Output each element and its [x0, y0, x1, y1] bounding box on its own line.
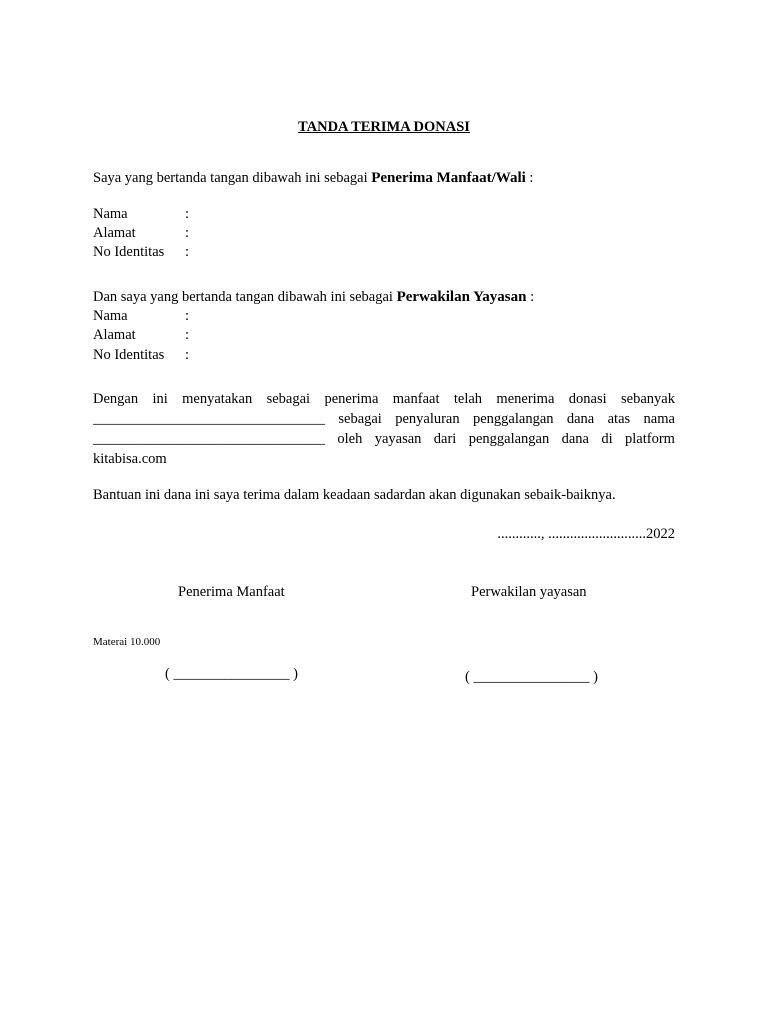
field2-no-identitas: [93, 346, 293, 366]
statement-word: penggalangan: [468, 431, 550, 447]
field-colon: :: [185, 308, 190, 324]
field-label: Nama: [93, 308, 128, 324]
statement-word: penggalangan: [472, 411, 554, 427]
field2-nama: [93, 307, 293, 327]
statement-word: sebanyak: [621, 391, 675, 407]
statement-word: ________________________________: [93, 431, 325, 447]
statement-line-3: [93, 429, 675, 449]
field-colon: :: [185, 244, 190, 260]
statement-line-1: [93, 389, 675, 409]
section2-suffix: :: [526, 289, 535, 305]
statement-word: platform: [625, 431, 675, 447]
document-title: TANDA TERIMA DONASI: [298, 119, 470, 135]
statement-paragraph: [93, 389, 675, 469]
statement-word: sebagai: [266, 391, 311, 407]
statement-word: oleh: [337, 431, 363, 447]
field-label: Nama: [93, 206, 128, 222]
section2-intro: [93, 288, 534, 308]
field1-nama: [93, 205, 293, 225]
statement-word: dana: [561, 431, 589, 447]
statement-line-2: [93, 409, 675, 429]
field-label: No Identitas: [93, 244, 165, 260]
signature-label-perwakilan: Perwakilan yayasan: [471, 584, 587, 600]
section2-intro-text: Dan saya yang bertanda tangan dibawah ini sebagai: [93, 289, 397, 305]
signature-label-penerima: Penerima Manfaat: [178, 584, 285, 600]
field1-no-identitas: [93, 243, 293, 263]
section1-role: Penerima Manfaat/Wali: [371, 170, 526, 186]
field1-alamat: [93, 224, 293, 244]
materai-note: Materai 10.000: [93, 636, 161, 648]
statement-word: menerima: [496, 391, 555, 407]
statement-word: penerima: [324, 391, 379, 407]
field-colon: :: [185, 206, 190, 222]
field-label: Alamat: [93, 225, 136, 241]
statement-word: sebagai: [338, 411, 382, 427]
field-label: No Identitas: [93, 347, 165, 363]
statement-word: dari: [433, 431, 457, 447]
field-colon: :: [185, 225, 190, 241]
statement-word: dana: [566, 411, 595, 427]
statement-word: ________________________________: [93, 411, 325, 427]
statement-word: telah: [453, 391, 483, 407]
statement-word: yayasan: [374, 431, 422, 447]
statement-word: manfaat: [392, 391, 440, 407]
statement-word: penyaluran: [395, 411, 460, 427]
statement-word: ini: [152, 391, 168, 407]
signature-line-perwakilan: ( ________________ ): [465, 669, 598, 685]
statement-word: menyatakan: [182, 391, 253, 407]
field-label: Alamat: [93, 327, 136, 343]
closing-sentence: Bantuan ini dana ini saya terima dalam keadaan sadardan akan digunakan sebaik-baiknya.: [93, 487, 616, 503]
section1-intro-text: Saya yang bertanda tangan dibawah ini sebagai: [93, 170, 372, 186]
statement-line-4: kitabisa.com: [93, 451, 167, 467]
statement-word: Dengan: [93, 391, 139, 407]
section1-intro: [93, 169, 533, 189]
section2-role: Perwakilan Yayasan: [396, 289, 527, 305]
statement-word: donasi: [568, 391, 607, 407]
field-colon: :: [185, 327, 190, 343]
field2-alamat: [93, 326, 293, 346]
field-colon: :: [185, 347, 190, 363]
statement-word: atas: [607, 411, 631, 427]
statement-word: nama: [643, 411, 675, 427]
date-line: ............, ...........................2022: [497, 526, 675, 542]
signature-line-penerima: ( ________________ ): [165, 666, 298, 682]
statement-word: di: [601, 431, 613, 447]
section1-suffix: :: [525, 170, 534, 186]
